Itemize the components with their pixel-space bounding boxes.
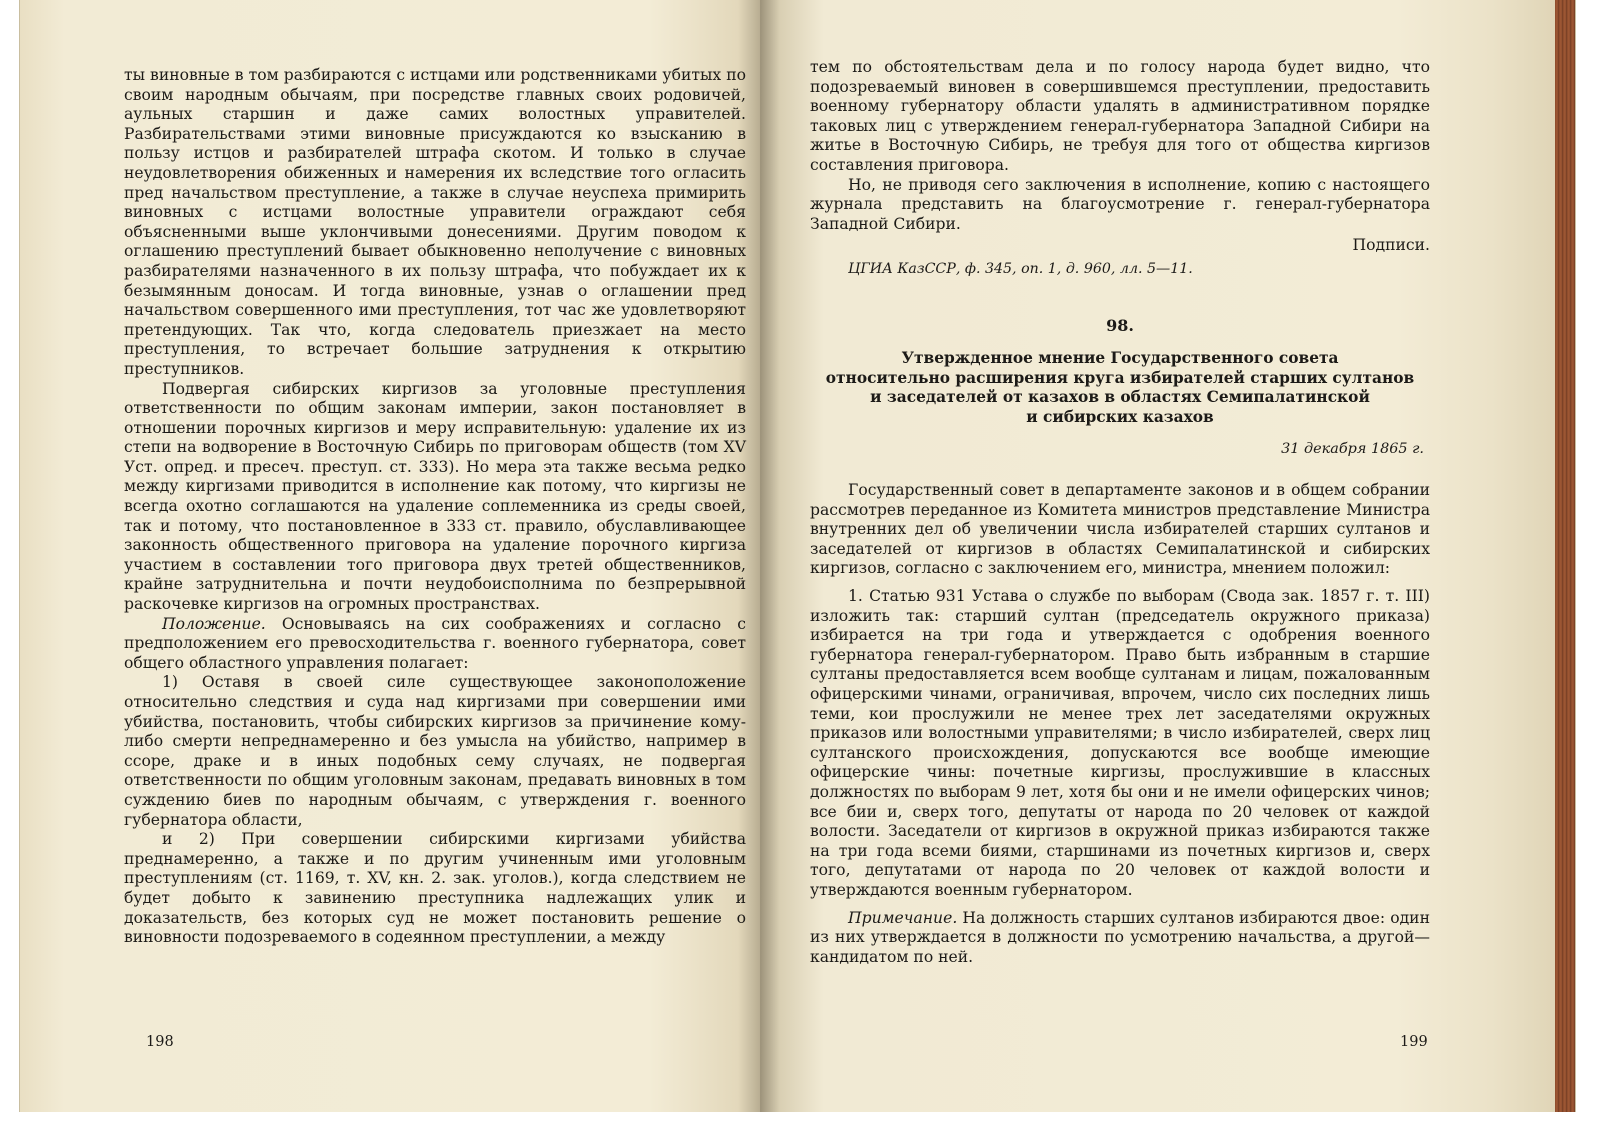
archive-source: ЦГИА КазССР, ф. 345, оп. 1, д. 960, лл. 5—11. bbox=[848, 260, 1193, 277]
document-title-line: и заседателей от казахов в областях Семипалатинской bbox=[870, 388, 1370, 407]
document-title-line: относительно расширения круга избирателей старших султанов bbox=[825, 368, 1415, 387]
resolution-lead: Положение. bbox=[162, 614, 266, 633]
open-book-scan bbox=[20, 0, 1575, 1112]
right-page bbox=[760, 0, 1555, 1112]
page-edges bbox=[1555, 0, 1575, 1112]
paragraph-continuation: тем по обстоятельствам дела и по голосу народа будет видно, что подозреваемый виновен в совершившемся преступлении, предоставить военному губернатору области удалять в административном порядке таковых лиц с утверждением генерал-губернатора Западной Сибири на житье в Восточную Сибирь, не требуя для того от общества киргизов составления приговора. bbox=[810, 58, 1430, 174]
paragraph-penalties: Подвергая сибирских киргизов за уголовные преступления ответственности по общим законам империи, закон постановляет в отношении порочных киргизов и меру исправительную: удаление их из степи на водворение в Восточную Сибирь по приговорам обществ (том XV Уст. опред. и пресеч. преступ. ст. 333). Но мера эта также весьма редко между киргизами приводится в исполнение как потому, что киргизы не всегда охотно соглашаются на удаление соплеменника из среды своей, так и потому, что постановленное в 333 ст. правило, обуславливающее законность общественного приговора на удаление порочного киргиза участием в составлении того приговора двух третей общественников, крайне затруднительна и почти неудобоисполнима по безпрерывной раскочевке киргизов на огромных пространствах. bbox=[124, 379, 746, 614]
signature-line: Подписи. bbox=[1352, 236, 1430, 255]
paragraph-article-1: 1. Статью 931 Устава о службе по выборам (Свода зак. 1857 г. т. III) изложить так: старший султан (председатель окружного приказа) избирается на три года и утверждается с одобрения военного губернатора генерал-губернатором. Право быть избранным в старшие султаны предоставляется всем вообще султанам и лицам, пожалованным офицерскими чинами, ограничивая, впрочем, число сих последних лишь теми, кои прослужили не менее трех лет заседателями окружных приказов или волостными управителями; в число избирателей, сверх лиц султанского происхождения, допускаются все вообще имеющие офицерские чины: почетные киргизы, прослужившие в классных должностях по выборам 9 лет, хотя бы они и не имели офицерских чинов; все бии и, сверх того, депутаты от народа по 20 человек от каждой волости. Заседатели от киргизов в окружной приказ избираются также на три года всеми биями, старшинами из почетных киргизов и, сверх того, депутатами от народа по 20 человек от каждой волости и утверждаются военным губернатором. bbox=[810, 587, 1430, 899]
scan-margin bbox=[0, 1112, 1600, 1132]
right-page-text bbox=[810, 58, 1430, 967]
document-number: 98. bbox=[1106, 315, 1134, 335]
document-title-line: Утвержденное мнение Государственного совета bbox=[901, 349, 1339, 368]
document-title bbox=[810, 349, 1430, 427]
left-page-text bbox=[124, 66, 746, 948]
document-date: 31 декабря 1865 г. bbox=[1281, 440, 1424, 457]
left-page bbox=[20, 0, 760, 1112]
paragraph-point-1: 1) Оставя в своей силе существующее законоположение относительно следствия и суда над киргизами при совершении ими убийства, постановить, чтобы сибирских киргизов за причинение кому-либо смерти непреднамеренно и без умысла на убийство, например в ссоре, драке и в иных подобных сему случаях, не подвергая ответственности по общим уголовным законам, предавать виновных в том суждению биев по народным обычаям, с утверждения г. военного губернатора области, bbox=[124, 673, 746, 829]
document-title-line: и сибирских казахов bbox=[1026, 407, 1214, 426]
resolution-text: Основываясь на сих соображениях и согласно с предположением его превосходительства г. военного губернатора, совет общего областного управления полагает: bbox=[124, 614, 746, 672]
paragraph-closing: Но, не приводя сего заключения в исполнение, копию с настоящего журнала представить на благоусмотрение г. генерал-губернатора Западной Сибири. bbox=[810, 175, 1430, 233]
note-lead: Примечание. bbox=[848, 908, 958, 927]
page-number-left: 198 bbox=[146, 1034, 174, 1050]
note-text: На должность старших султанов избираются двое: один из них утверждается в должности по усмотрению начальства, а другой—кандидатом по ней. bbox=[810, 908, 1430, 966]
paragraph-point-2: и 2) При совершении сибирскими киргизами убийства преднамеренно, а также и по другим учиненным ими уголовным преступлениям (ст. 1169, т. XV, кн. 2. зак. уголов.), когда следствием не будет добыто к завинению преступника надлежащих улик и доказательств, без которых суд не может постановить решение о виновности подозреваемого в содеянном преступлении, а между bbox=[124, 830, 746, 947]
paragraph-resolution bbox=[124, 615, 746, 674]
paragraph-continuation: ты виновные в том разбираются с истцами или родственниками убитых по своим народным обычаям, при посредстве главных своих родовичей, аульных старшин и даже самих волостных управителей. Разбирательствами этими виновные присуждаются ко взысканию в пользу истцов и разбирателей штрафа скотом. И только в случае неудовлетворения обиженных и намерения их вследствие того огласить пред начальством преступление, а также в случае неуспеха примирить виновных с истцами волостные управители ограждают себя объясненными выше уклончивыми донесениями. Другим поводом к оглашению преступлений бывает обыкновенно неполучение с виновных разбирателями назначенного в их пользу штрафа, что побуждает их к безымянным доносам. И тогда виновные, узнав о оглашении пред начальством совершенного ими преступления, тот час же удовлетворяют претендующих. Так что, когда следователь приезжает на место преступления, то встречает большие затруднения к открытию преступников. bbox=[124, 66, 746, 378]
paragraph-note bbox=[810, 909, 1430, 968]
paragraph-intro: Государственный совет в департаменте законов и в общем собрании рассмотрев переданное из Комитета министров представление Министра внутренних дел об увеличении числа избирателей старших султанов и заседателей от киргизов в областях Семипалатинской и сибирских киргизов, согласно с заключением его, министра, мнением положил: bbox=[810, 481, 1430, 578]
page-number-right: 199 bbox=[1400, 1034, 1428, 1050]
